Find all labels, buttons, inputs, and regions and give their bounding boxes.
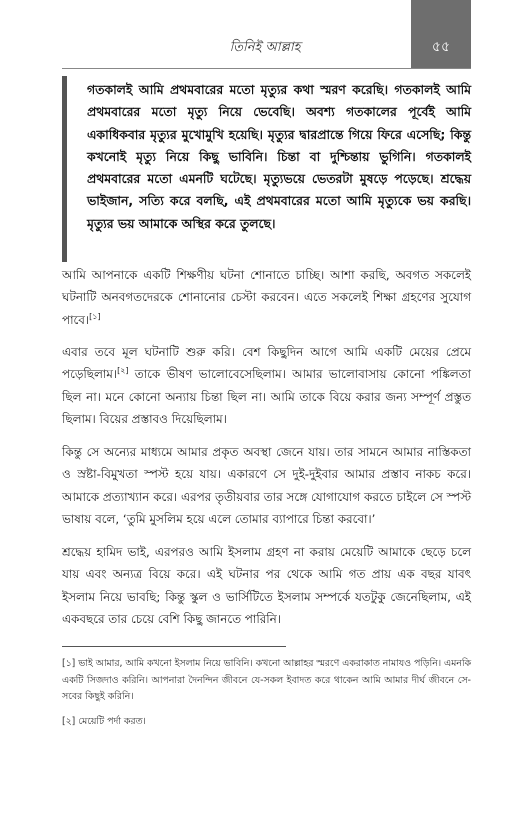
footnote-1: [১] ভাই আমার, আমি কখনো ইসলাম নিয়ে ভাবিনি। কখনো আল্লাহর স্মরণে একরাকাত নামাযও পড়িনি। এমনকি একটি সিজদাও করিনি। আপনারা দৈনন্দিন জীবনে যে-সকল ইবাদত করে থাকেন আমি আমার দীর্ঘ জীবনে সে-সবের কিছুই করিনি।: [62, 658, 471, 702]
paragraph-2-text-b: তাকে ভীষণ ভালোবেসেছিলাম। আমার ভালোবাসায় কোনো পঙ্কিলতা ছিল না। মনে কোনো অন্যায় চিন্তা ছিল না। আমি তাকে বিয়ে করার জন্য সম্পূর্ণ প্রস্তুত ছিলাম। বিয়ের প্রস্তাবও দিয়েছিলাম।: [62, 367, 471, 427]
page-header: [0, 0, 528, 70]
paragraph-2-text-a: এবার তবে মূল ঘটনাটি শুরু করি। বেশ কিছুদিন আগে আমি একটি মেয়ের প্রেমে পড়েছিলাম।: [62, 345, 471, 382]
paragraph-2: [62, 341, 471, 431]
footnote-2: [২] মেয়েটি পর্দা করত।: [62, 716, 146, 727]
paragraph-1: [62, 264, 471, 331]
quote-text: গতকালই আমি প্রথমবারের মতো মৃত্যুর কথা স্মরণ করেছি। গতকালই আমি প্রথমবারের মতো মৃত্যু নিয়ে ভেবেছি। অবশ্য গতকালের পূর্বেই আমি একাধিকবার মৃত্যুর মুখোমুখি হয়েছি। মৃত্যুর দ্বারপ্রান্তে গিয়ে ফিরে এসেছি; কিন্তু কখনোই মৃত্যু নিয়ে কিছু ভাবিনি। চিন্তা বা দুশ্চিন্তায় ভুগিনি। গতকালই প্রথমবারের মতো এমনটি ঘটেছে। মৃত্যুভয়ে ভেতরটা মুষড়ে পড়েছে। শ্রদ্ধেয় ভাইজান, সত্যি করে বলছি, এই প্রথমবারের মতো আমি মৃত্যুকে ভয় করছি। মৃত্যুর ভয় আমাকে অস্থির করে তুলছে।: [87, 82, 471, 231]
footnote-ref-1[interactable]: [১]: [89, 311, 101, 321]
page-number: ৫৫: [431, 39, 451, 55]
paragraph-3-text: কিন্তু সে অন্যের মাধ্যমে আমার প্রকৃত অবস্থা জেনে যায়। তার সামনে আমার নাস্তিকতা ও স্রষ্টা-বিমুখতা স্পস্ট হয়ে যায়। একারণে সে দুই-দুইবার আমার প্রস্তাব নাকচ করে। আমাকে প্রত্যাখ্যান করে। এরপর তৃতীয়বার তার সঙ্গে যোগাযোগ করতে চাইলে সে স্পস্ট ভাষায় বলে, ‘তুমি মুসলিম হয়ে এলে তোমার ব্যাপারে চিন্তা করবো।’: [62, 445, 471, 527]
paragraph-3: [62, 441, 471, 531]
header-divider: [62, 68, 471, 69]
page-number-tab: [411, 0, 471, 68]
footnote-divider: [62, 646, 286, 647]
paragraph-4-text: শ্রদ্ধেয় হামিদ ভাই, এরপরও আমি ইসলাম গ্রহণ না করায় মেয়েটি আমাকে ছেড়ে চলে যায় এবং অন্যত্র বিয়ে করে। এই ঘটনার পর থেকে আমি গত প্রায় এক বছর যাবৎ ইসলাম নিয়ে ভাবছি; কিন্তু স্কুল ও ভার্সিটিতে ইসলাম সম্পর্কে যতটুকু জেনেছিলাম, এই একবছরে তার চেয়ে বেশি কিছু জানতে পারিনি।: [62, 545, 471, 627]
footnote-ref-2[interactable]: [২]: [117, 366, 129, 376]
paragraph-4: [62, 541, 471, 631]
paragraph-1-text: আমি আপনাকে একটি শিক্ষণীয় ঘটনা শোনাতে চাচ্ছি। আশা করছি, অবগত সকলেই ঘটনাটি অনবগতদেরকে শোনানোর চেস্টা করবেন। এতে সকলেই শিক্ষা গ্রহণের সুযোগ পাবে।: [62, 268, 471, 327]
running-title: তিনিই আল্লাহ: [229, 40, 301, 55]
highlighted-quote: [62, 76, 471, 262]
